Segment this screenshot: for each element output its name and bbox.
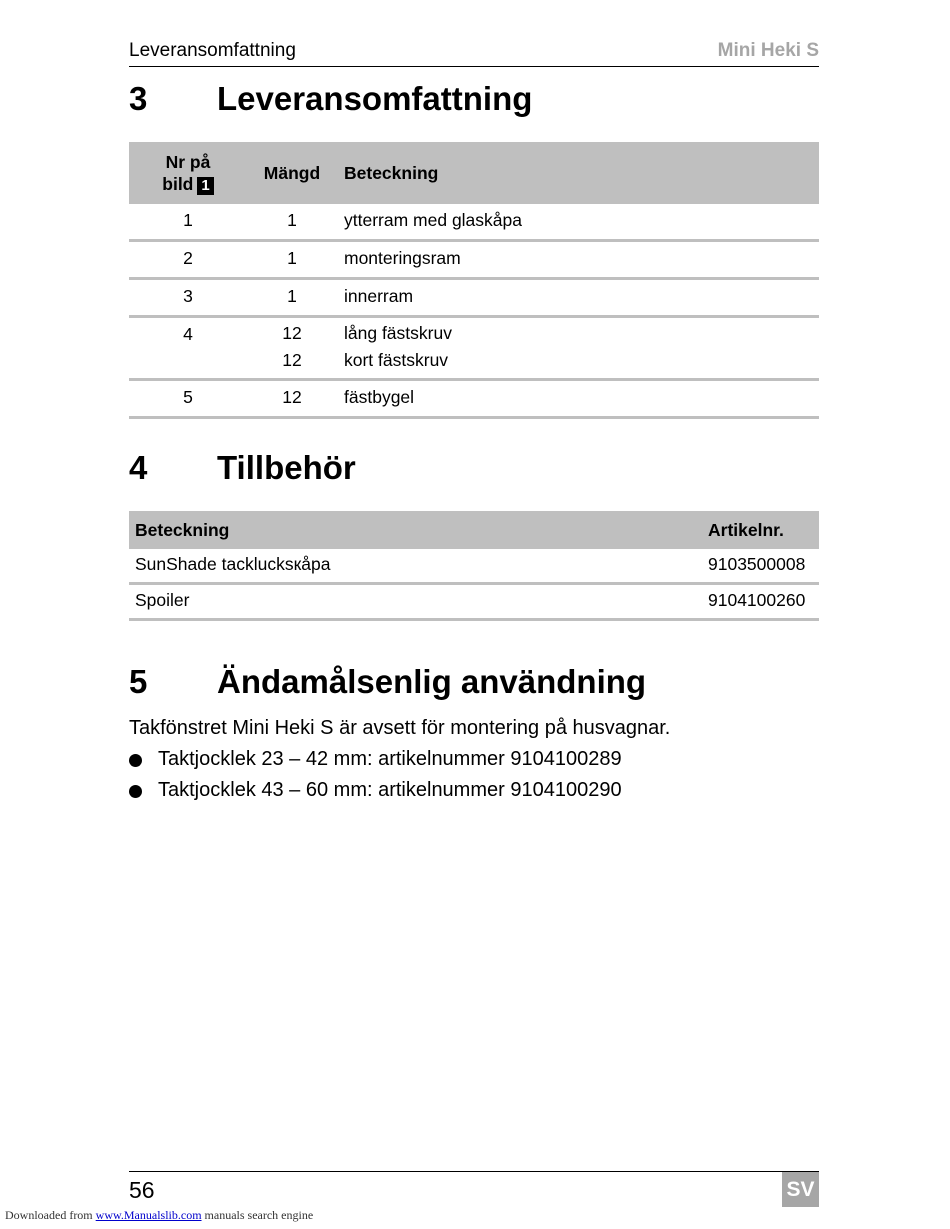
- table-row: [129, 549, 819, 584]
- table-row: [129, 279, 819, 317]
- list-item-text: Taktjocklek 23 – 42 mm: artikelnummer 9104100289: [158, 748, 622, 770]
- cell-nr: 5: [129, 380, 247, 418]
- page-number: 56: [129, 1177, 155, 1203]
- table-header-row: [129, 142, 819, 204]
- download-suffix: manuals search engine: [204, 1208, 314, 1222]
- column-header-desc: Beteckning: [129, 511, 702, 549]
- cell-desc-line: kort fästskruv: [344, 350, 449, 370]
- section-title: Ändamålsenlig användning: [217, 663, 647, 700]
- table-row: [129, 241, 819, 279]
- cell-qty: [247, 317, 337, 380]
- list-item-text: Taktjocklek 43 – 60 mm: artikelnummer 9104100290: [158, 779, 622, 801]
- column-header-nr: [129, 142, 247, 204]
- cell-qty: 12: [247, 380, 337, 418]
- column-header-nr-line1: Nr på: [165, 152, 211, 172]
- column-header-article: Artikelnr.: [702, 511, 819, 549]
- table-row: [129, 204, 819, 241]
- cell-qty: 1: [247, 204, 337, 241]
- table-header-row: [129, 511, 819, 549]
- section-title: Tillbehör: [217, 449, 356, 486]
- cell-desc: fästbygel: [337, 380, 819, 418]
- column-header-desc: Beteckning: [337, 142, 819, 204]
- cell-desc: ytterram med glaskåpa: [337, 204, 819, 241]
- accessories-table: [129, 511, 819, 621]
- cell-qty: 1: [247, 241, 337, 279]
- table-row: [129, 380, 819, 418]
- footer-divider: [129, 1171, 819, 1172]
- cell-nr: 2: [129, 241, 247, 279]
- cell-nr: 1: [129, 204, 247, 241]
- cell-qty-line: 12: [282, 350, 302, 370]
- cell-desc: Spoiler: [129, 584, 702, 620]
- column-header-qty: Mängd: [247, 142, 337, 204]
- column-header-nr-line2: bild: [162, 174, 194, 194]
- section-number: 5: [129, 663, 148, 700]
- cell-qty-line: 12: [282, 323, 302, 343]
- cell-desc: [337, 317, 819, 380]
- bullet-icon: [129, 754, 142, 767]
- bullet-icon: [129, 785, 142, 798]
- cell-nr: 4: [129, 317, 247, 380]
- header-section-title: Leveransomfattning: [129, 40, 296, 61]
- figure-reference-badge: 1: [197, 177, 213, 195]
- cell-article: 9103500008: [702, 549, 819, 584]
- section-title: Leveransomfattning: [217, 80, 533, 117]
- table-row: [129, 317, 819, 380]
- delivery-scope-table: [129, 142, 819, 419]
- cell-desc: monteringsram: [337, 241, 819, 279]
- page-header: [129, 38, 819, 67]
- language-badge: SV: [782, 1172, 819, 1207]
- cell-desc: innerram: [337, 279, 819, 317]
- manualslib-link[interactable]: www.Manualslib.com: [95, 1208, 202, 1222]
- section-number: 3: [129, 80, 148, 117]
- download-prefix: Downloaded from: [5, 1208, 93, 1222]
- intended-use-paragraph: Takfönstret Mini Heki S är avsett för montering på husvagnar.: [129, 717, 671, 739]
- cell-desc: SunShade tacklucksкåpa: [129, 549, 702, 584]
- cell-article: 9104100260: [702, 584, 819, 620]
- table-row: [129, 584, 819, 620]
- download-notice: [5, 1208, 313, 1223]
- cell-nr: 3: [129, 279, 247, 317]
- cell-desc-line: lång fästskruv: [344, 323, 452, 343]
- header-product-name: Mini Heki S: [717, 40, 819, 61]
- cell-qty: 1: [247, 279, 337, 317]
- section-number: 4: [129, 449, 148, 486]
